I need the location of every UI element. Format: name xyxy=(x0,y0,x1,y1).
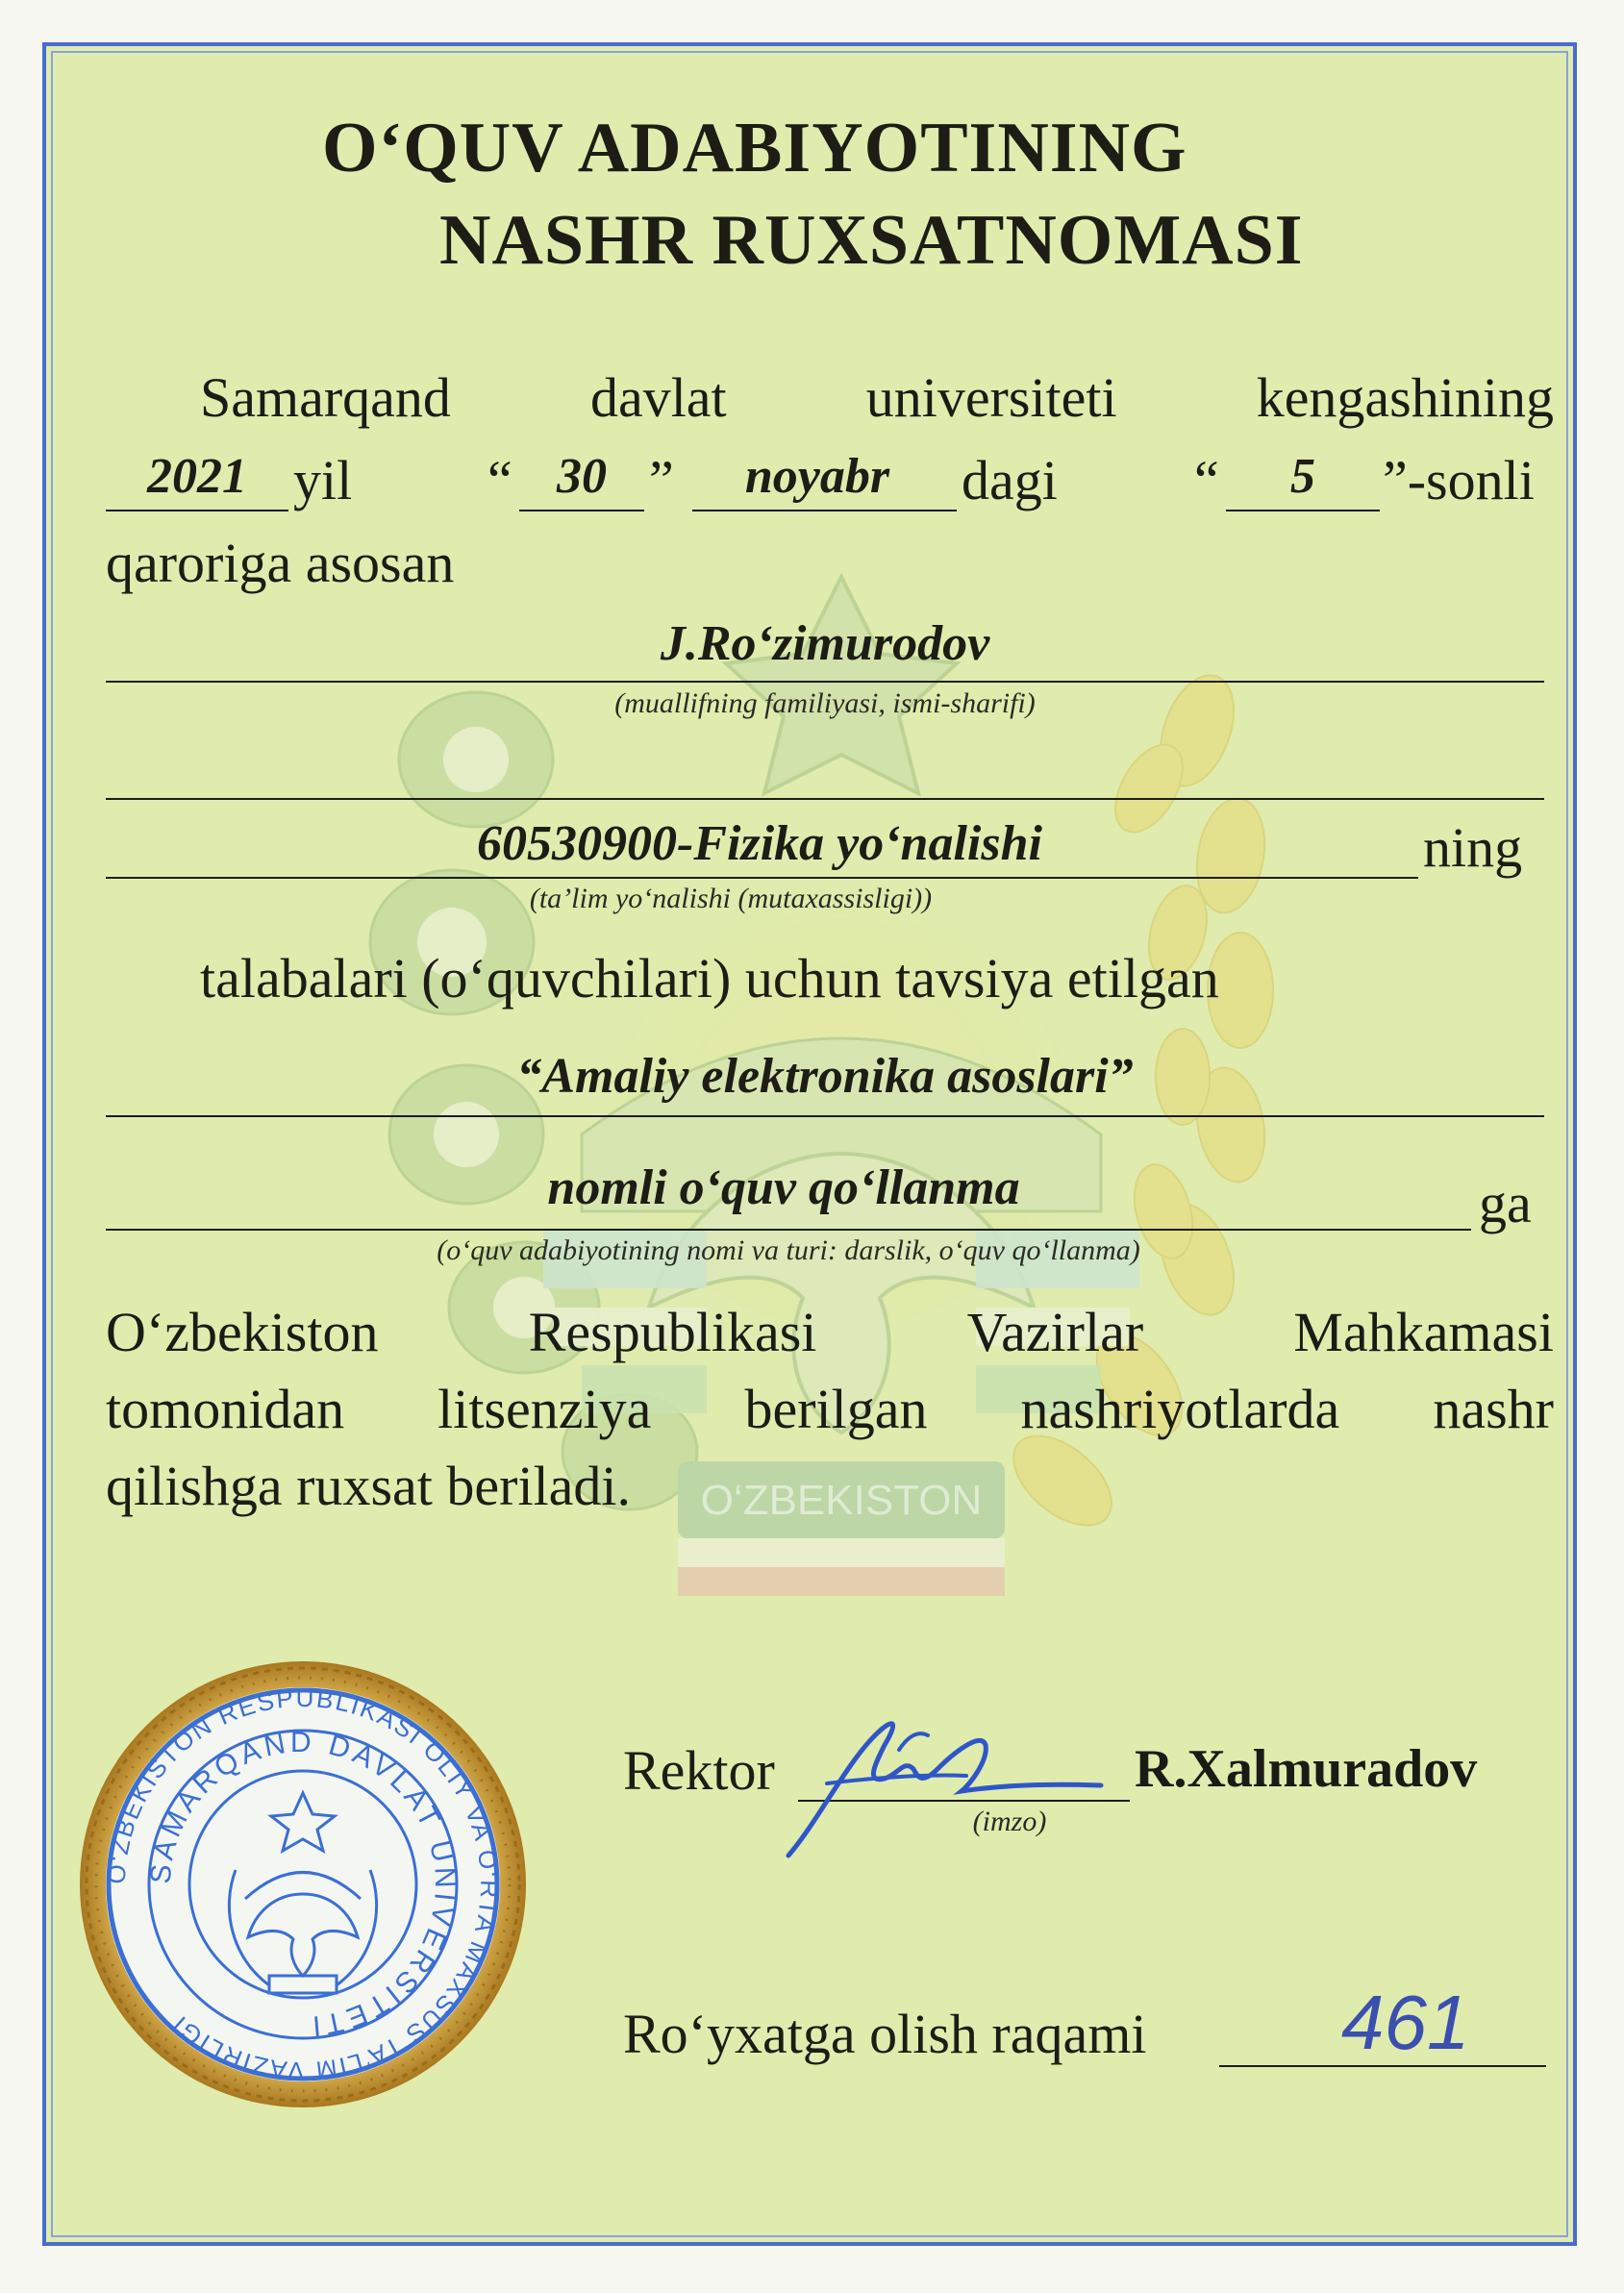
book-caption: (o‘quv adabiyotining nomi va turi: darslik, o‘quv qo‘llanma) xyxy=(437,1234,1140,1266)
word: davlat xyxy=(589,366,727,429)
book-type-field: nomli o‘quv qo‘llanma xyxy=(547,1160,1020,1215)
num-open-quote: “ xyxy=(1194,449,1219,511)
word: litsenziya xyxy=(437,1378,652,1440)
direction-caption: (ta’lim yo‘nalishi (mutaxassisligi)) xyxy=(529,883,933,914)
author-field: J.Ro‘zimurodov xyxy=(660,616,990,671)
num-suffix: ”-sonli xyxy=(1383,449,1535,511)
registration-number: 461 xyxy=(1341,1980,1470,2065)
num-field: 5 xyxy=(1290,449,1315,504)
year-field: 2021 xyxy=(147,449,247,504)
book-type-underline xyxy=(106,1229,1471,1231)
rector-label: Rektor xyxy=(623,1739,775,1802)
direction-underline xyxy=(106,877,1418,879)
day-field: 30 xyxy=(557,449,607,504)
university-seal-stamp xyxy=(77,1658,529,2110)
word: Respublikasi xyxy=(528,1301,817,1363)
recommended-text: talabalari (o‘quvchilari) uchun tavsiya etilgan xyxy=(200,947,1219,1009)
word: tomonidan xyxy=(106,1378,345,1440)
year-underline xyxy=(106,510,288,511)
author-underline xyxy=(106,681,1544,683)
word: universiteti xyxy=(865,366,1117,429)
title-line-2: NASHR RUXSATNOMASI xyxy=(439,201,1304,280)
para2-line3: qilishga ruxsat beriladi. xyxy=(106,1455,632,1517)
registration-label: Ro‘yxatga olish raqami xyxy=(623,2003,1147,2065)
word: berilgan xyxy=(744,1378,928,1440)
month-field: noyabr xyxy=(744,449,890,504)
rector-name: R.Xalmuradov xyxy=(1135,1739,1478,1799)
word: nashriyotlarda xyxy=(1020,1378,1340,1440)
rector-signature xyxy=(731,1678,1115,1870)
year-suffix: yil xyxy=(293,449,353,511)
author-caption: (muallifning familiyasi, ismi-sharifi) xyxy=(614,687,1036,719)
stamp-ring-text: O‘ZBEKISTON RESPUBLIKASI OLIY VA O‘RTA MAXSUS TA’LIM VAZIRLIGI xyxy=(101,1682,505,2086)
word: Mahkamasi xyxy=(1293,1301,1554,1363)
para2-line2 xyxy=(106,1377,1554,1441)
title-line-1: O‘QUV ADABIYOTINING xyxy=(322,109,1187,187)
word: O‘zbekiston xyxy=(106,1301,379,1363)
emblem-banner-text: O‘ZBEKISTON xyxy=(700,1477,983,1524)
direction-field: 60530900-Fizika yo‘nalishi xyxy=(477,816,1042,871)
book-type-suffix: ga xyxy=(1479,1172,1532,1234)
word: kengashining xyxy=(1256,366,1554,429)
word: Samarqand xyxy=(200,366,451,429)
signature-caption: (imzo) xyxy=(972,1806,1047,1837)
day-open-quote: “ xyxy=(487,449,512,511)
book-title-underline xyxy=(106,1115,1544,1117)
month-underline xyxy=(692,510,957,511)
month-suffix: dagi xyxy=(962,449,1058,511)
num-underline xyxy=(1226,510,1380,511)
stamp-inner-text: SAMARQAND DAVLAT UNIVERSITETI xyxy=(144,1726,462,2042)
word: Vazirlar xyxy=(966,1301,1144,1363)
para1-end: qaroriga asosan xyxy=(106,532,455,594)
day-underline xyxy=(519,510,644,511)
para2-line1 xyxy=(106,1300,1554,1364)
para1-line1 xyxy=(200,365,1554,430)
book-title-field: “Amaliy elektronika asoslari” xyxy=(516,1049,1134,1104)
blank-underline xyxy=(106,798,1544,800)
day-close-quote: ” xyxy=(649,449,674,511)
word: nashr xyxy=(1433,1378,1554,1440)
direction-suffix: ning xyxy=(1423,816,1523,879)
